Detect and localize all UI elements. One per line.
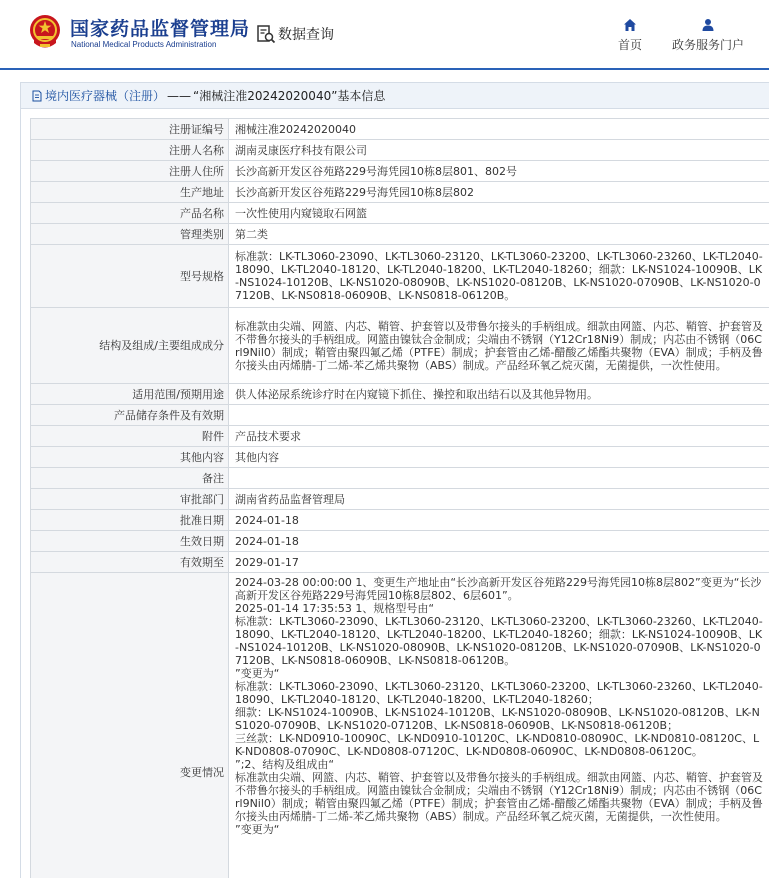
nav-home[interactable] [618,18,642,53]
national-emblem-icon[interactable] [28,14,62,50]
field-label: 适用范围/预期用途 [31,384,229,405]
field-label: 其他内容 [31,447,229,468]
field-value: 第二类 [229,224,769,245]
field-label: 有效期至 [31,552,229,573]
user-icon [701,18,715,32]
field-label: 批准日期 [31,510,229,531]
field-label: 审批部门 [31,489,229,510]
field-value: 湖南灵康医疗科技有限公司 [229,140,769,161]
field-label: 生产地址 [31,182,229,203]
site-subtitle: National Medical Products Administration [71,40,217,49]
breadcrumb-separator: —— [167,88,192,103]
table-row [31,245,769,308]
field-value: 长沙高新开发区谷苑路229号海凭园10栋8层801、802号 [229,161,769,182]
field-value: 2024-03-28 00:00:00 1、变更生产地址由“长沙高新开发区谷苑路229号海凭园10栋8层802”变更为“长沙高新开发区谷苑路229号海凭园10栋8层802、6层601”。 2025-01-14 17:35:53 1、规格型号由“ 标准款：LK-TL3060-23090、LK-TL3060-23120、LK-TL3060-23200、LK-TL3060-23260、LK-TL2040-18090、LK-TL2040-18120、LK-TL2040-18200、LK-TL2040-18260；细款：LK-NS1024-10090B、LK-NS1024-10120B、LK-NS1020-08090B、LK-NS1020-08120B、LK-NS1020-07090B、LK-NS1020-07120B、LK-NS0818-06090B、LK-NS0818-06120B。 ”变更为“ 标准款：LK-TL3060-23090、LK-TL3060-23120、LK-TL3060-23200、LK-TL3060-23260、LK-TL2040-18090、LK-TL2040-18120、LK-TL2040-18200、LK-TL2040-18260； 细款：LK-NS1024-10090B、LK-NS1024-10120B、LK-NS1020-08090B、LK-NS1020-08120B、LK-NS1020-07090B、LK-NS1020-07120B、LK-NS0818-06090B、LK-NS0818-06120B； 三丝款：LK-ND0910-10090C、LK-ND0910-10120C、LK-ND0810-08090C、LK-ND0810-08120C、LK-ND0808-07090C、LK-ND0808-07120C、LK-ND0808-06090C、LK-ND0808-06120C。 ”;2、结构及组成由“ 标准款由尖端、网篮、内芯、鞘管、护套管以及带鲁尔接头的手柄组成。细款由网篮、内芯、鞘管、护套管及不带鲁尔接头的手柄组成。网篮由镍钛合金制成；尖端由不锈钢（Y12Cr18Ni9）制成；内芯由不锈钢（06Crl9Nil0）制成；鞘管由聚四氟乙烯（PTFE）制成；护套管由乙烯-醋酸乙烯酯共聚物（EVA）制成；手柄及鲁尔接头由丙烯腈-丁二烯-苯乙烯共聚物（ABS）制成。产品经环氧乙烷灭菌，无菌提供，一次性使用。 ”变更为“ [229,573,769,878]
table-row [31,182,769,203]
field-value: 产品技术要求 [229,426,769,447]
table-row [31,119,769,140]
table-row [31,384,769,405]
field-label: 注册证编号 [31,119,229,140]
field-value: 湘械注准20242020040 [229,119,769,140]
table-row [31,447,769,468]
site-header [0,0,769,70]
table-row [31,468,769,489]
table-row [31,552,769,573]
field-label: 注册人名称 [31,140,229,161]
table-row [31,573,769,878]
table-row [31,426,769,447]
field-value: 2024-01-18 [229,531,769,552]
data-query-label: 数据查询 [278,27,334,43]
field-label: 备注 [31,468,229,489]
document-icon [31,90,43,102]
table-row [31,224,769,245]
registration-info-table [30,118,769,878]
nav-service-portal-label: 政务服务门户 [672,38,745,52]
nav-home-label: 首页 [618,38,643,52]
table-row [31,161,769,182]
table-row [31,489,769,510]
field-label: 注册人住所 [31,161,229,182]
field-value: 湖南省药品监督管理局 [229,489,769,510]
detail-panel [20,82,769,878]
table-row [31,510,769,531]
breadcrumb [21,83,769,109]
field-label: 产品名称 [31,203,229,224]
breadcrumb-category-link[interactable]: 境内医疗器械（注册） [45,89,166,103]
field-value: 2029-01-17 [229,552,769,573]
data-query-link[interactable] [256,24,334,44]
field-label: 产品储存条件及有效期 [31,405,229,426]
table-row [31,203,769,224]
field-label: 管理类别 [31,224,229,245]
field-value: 一次性使用内窥镜取石网篮 [229,203,769,224]
field-label: 附件 [31,426,229,447]
nav-service-portal[interactable] [672,18,744,53]
table-row [31,140,769,161]
field-label: 结构及组成/主要组成成分 [31,308,229,384]
field-label: 变更情况 [31,573,229,878]
field-label: 生效日期 [31,531,229,552]
field-value: 其他内容 [229,447,769,468]
field-value: 供人体泌尿系统诊疗时在内窥镜下抓住、操控和取出结石以及其他异物用。 [229,384,769,405]
field-label: 型号规格 [31,245,229,308]
home-icon [623,18,637,32]
field-value: 2024-01-18 [229,510,769,531]
table-row [31,531,769,552]
table-row [31,308,769,384]
table-row [31,405,769,426]
breadcrumb-record: “湘械注准20242020040”基本信息 [193,89,386,103]
field-value [229,468,769,489]
site-title[interactable]: 国家药品监督管理局 [70,18,251,40]
search-document-icon [256,24,276,44]
field-value: 标准款：LK-TL3060-23090、LK-TL3060-23120、LK-TL3060-23200、LK-TL3060-23260、LK-TL2040-18090、LK-TL2040-18120、LK-TL2040-18200、LK-TL2040-18260；细款：LK-NS1024-10090B、LK-NS1024-10120B、LK-NS1020-08090B、LK-NS1020-08120B、LK-NS1020-07090B、LK-NS1020-07120B、LK-NS0818-06090B、LK-NS0818-06120B。 [229,245,769,308]
field-value: 标准款由尖端、网篮、内芯、鞘管、护套管以及带鲁尔接头的手柄组成。细款由网篮、内芯、鞘管、护套管及不带鲁尔接头的手柄组成。网篮由镍钛合金制成；尖端由不锈钢（Y12Cr18Ni9）制成；内芯由不锈钢（06Crl9Nil0）制成；鞘管由聚四氟乙烯（PTFE）制成；护套管由乙烯-醋酸乙烯酯共聚物（EVA）制成；手柄及鲁尔接头由丙烯腈-丁二烯-苯乙烯共聚物（ABS）制成。产品经环氧乙烷灭菌，无菌提供，一次性使用。 [229,308,769,384]
field-value [229,405,769,426]
field-value: 长沙高新开发区谷苑路229号海凭园10栋8层802 [229,182,769,203]
